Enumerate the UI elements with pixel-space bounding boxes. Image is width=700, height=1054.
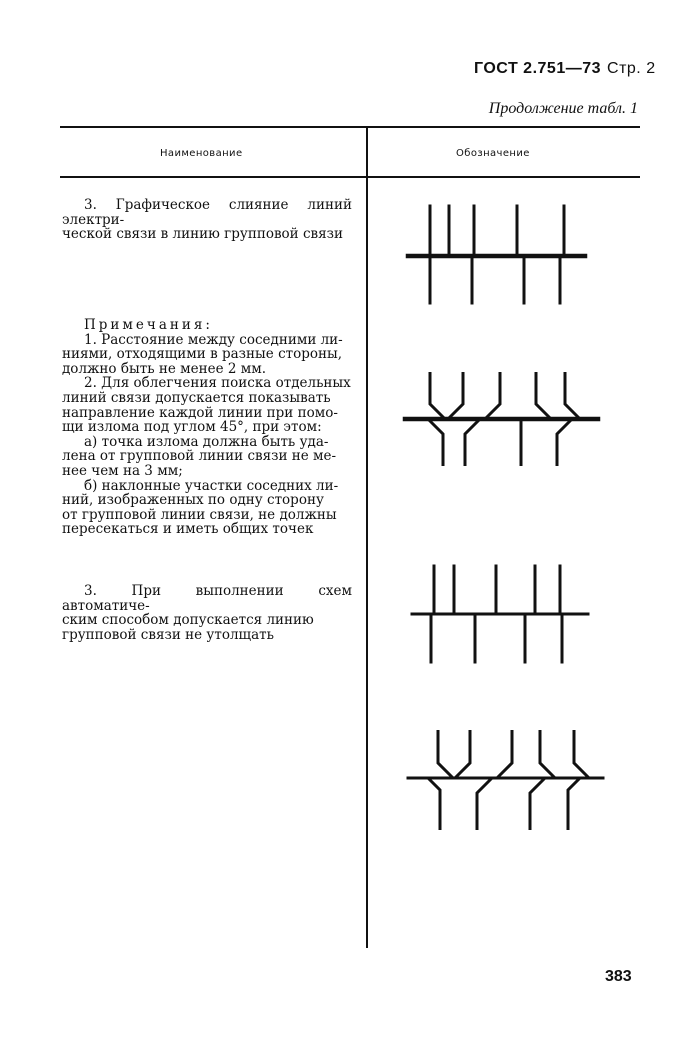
text-line: направление каждой линии при помо- xyxy=(62,404,338,421)
text-line: ческой связи в линию групповой связи xyxy=(62,226,344,243)
text-line: пересекаться и иметь общих точек xyxy=(62,521,314,538)
text-line: групповой связи не утолщать xyxy=(62,626,274,643)
text-line: линий связи допускается показывать xyxy=(62,389,331,406)
page-number: 383 xyxy=(605,968,632,985)
column-header-name: Наименование xyxy=(160,148,243,159)
text-line: б) наклонные участки соседних ли- xyxy=(84,477,339,494)
column-header-symbol: Обозначение xyxy=(456,148,530,159)
table-continuation-label: Продолжение табл. 1 xyxy=(488,100,638,117)
text-line: лена от групповой линии связи не ме- xyxy=(62,448,337,465)
text-line: а) точка излома должна быть уда- xyxy=(84,433,329,450)
notes-title: Примечания: xyxy=(84,317,213,333)
text-line: 3. При выполнении схем автоматиче- xyxy=(62,583,352,614)
page-label: Стр. 2 xyxy=(607,60,656,77)
text-line: от групповой линии связи, не должны xyxy=(62,506,337,523)
gost-number: ГОСТ 2.751—73 xyxy=(474,60,602,77)
text-line: 2. Для облегчения поиска отдельных xyxy=(84,375,351,392)
text-line: щи излома под углом 45°, при этом: xyxy=(62,419,322,436)
text-line: 3. Графическое слияние линий электри- xyxy=(62,197,352,228)
text-line: ским способом допускается линию xyxy=(62,612,314,629)
text-line: ний, изображенных по одну сторону xyxy=(62,492,324,509)
text-line: ниями, отходящими в разные стороны, xyxy=(62,346,343,363)
text-line: 1. Расстояние между соседними ли- xyxy=(84,331,343,348)
text-line: нее чем на 3 мм; xyxy=(62,462,183,479)
text-line: должно быть не менее 2 мм. xyxy=(62,360,267,377)
